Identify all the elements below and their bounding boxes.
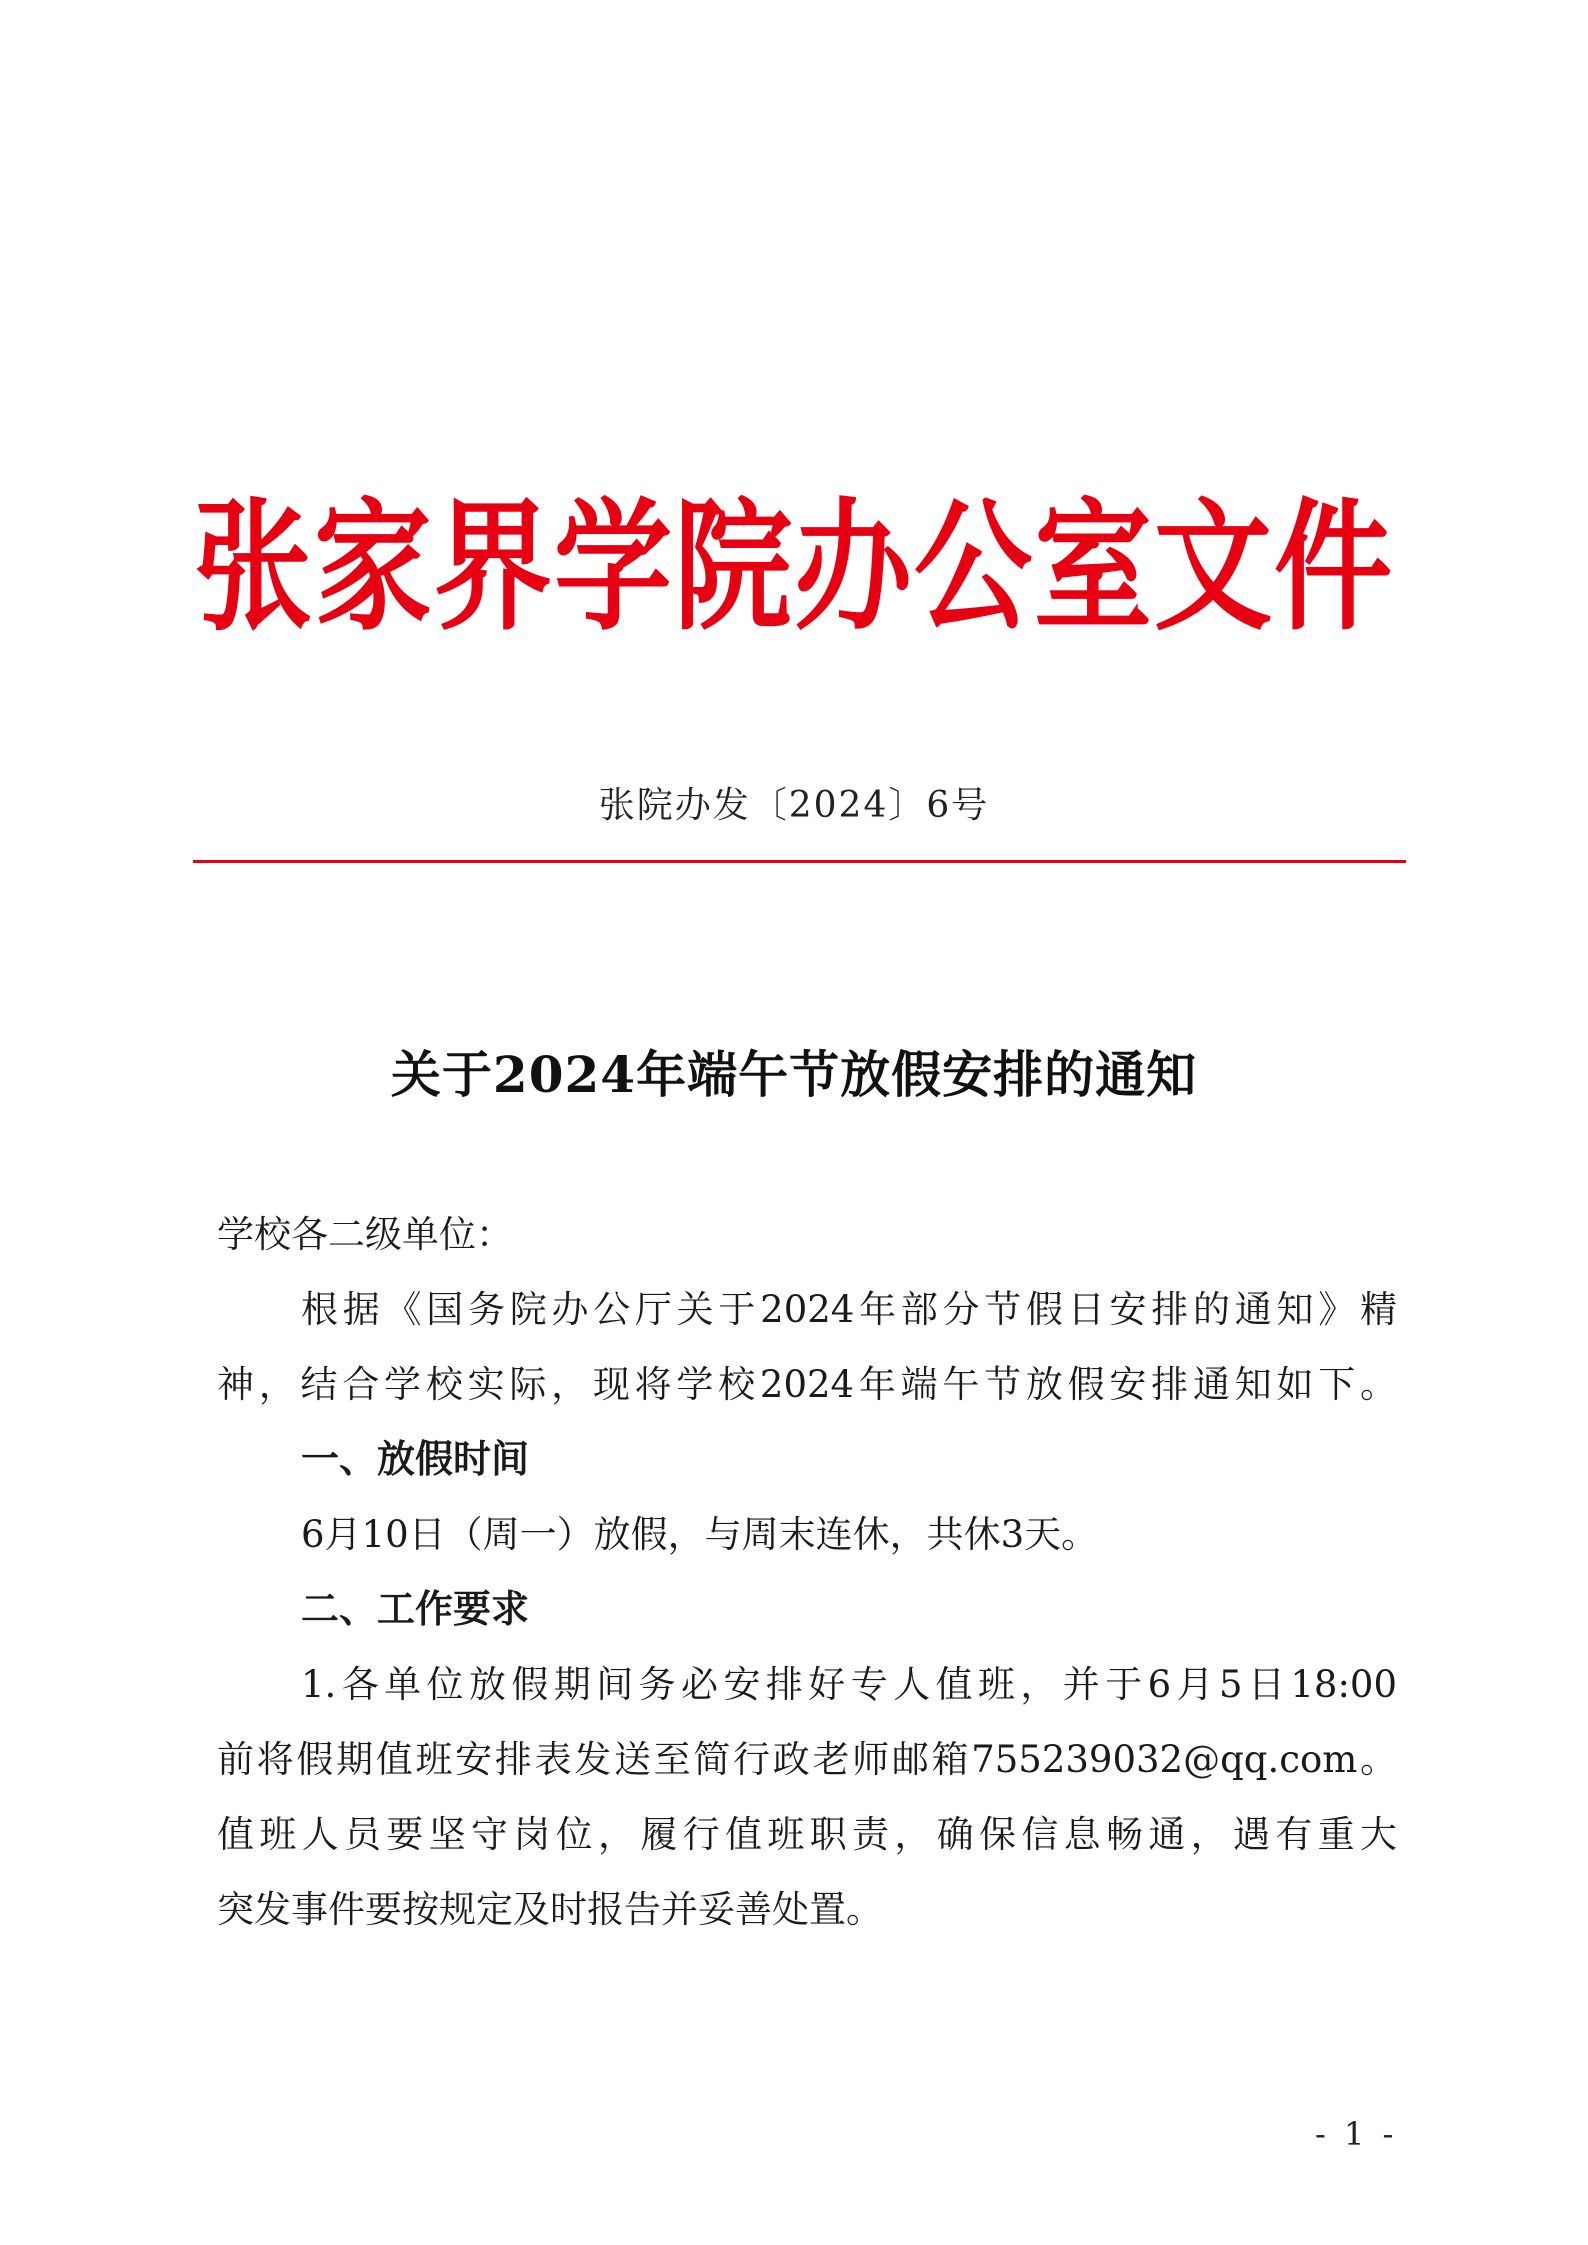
section-heading-2: 二、工作要求 — [301, 1587, 530, 1631]
section-2-line-1: 1.各单位放假期间务必安排好专人值班，并于6月5日18:00 — [301, 1663, 1397, 1706]
notice-title: 关于2024年端午节放假安排的通知 — [390, 1045, 1198, 1104]
intro-line-1: 根据《国务院办公厅关于2024年部分节假日安排的通知》精 — [301, 1288, 1397, 1331]
notice-body — [217, 1197, 1397, 1947]
page-number: - 1 - — [1315, 2115, 1398, 2153]
section-1-text: 6月10日（周一）放假，与周末连休，共休3天。 — [301, 1513, 1099, 1556]
document-number: 张院办发〔2024〕6号 — [598, 785, 990, 826]
section-heading-1: 一、放假时间 — [301, 1437, 530, 1481]
intro-line-2: 神，结合学校实际，现将学校2024年端午节放假安排通知如下。 — [217, 1363, 1397, 1406]
red-divider-line — [193, 860, 1406, 863]
salutation: 学校各二级单位： — [217, 1213, 513, 1256]
section-2-line-4: 突发事件要按规定及时报告并妥善处置。 — [217, 1888, 883, 1931]
section-2-line-2: 前将假期值班安排表发送至简行政老师邮箱755239032@qq.com。 — [217, 1738, 1397, 1781]
section-2-line-3: 值班人员要坚守岗位，履行值班职责，确保信息畅通，遇有重大 — [217, 1813, 1397, 1856]
masthead-title: 张家界学院办公室文件 — [193, 483, 1394, 650]
